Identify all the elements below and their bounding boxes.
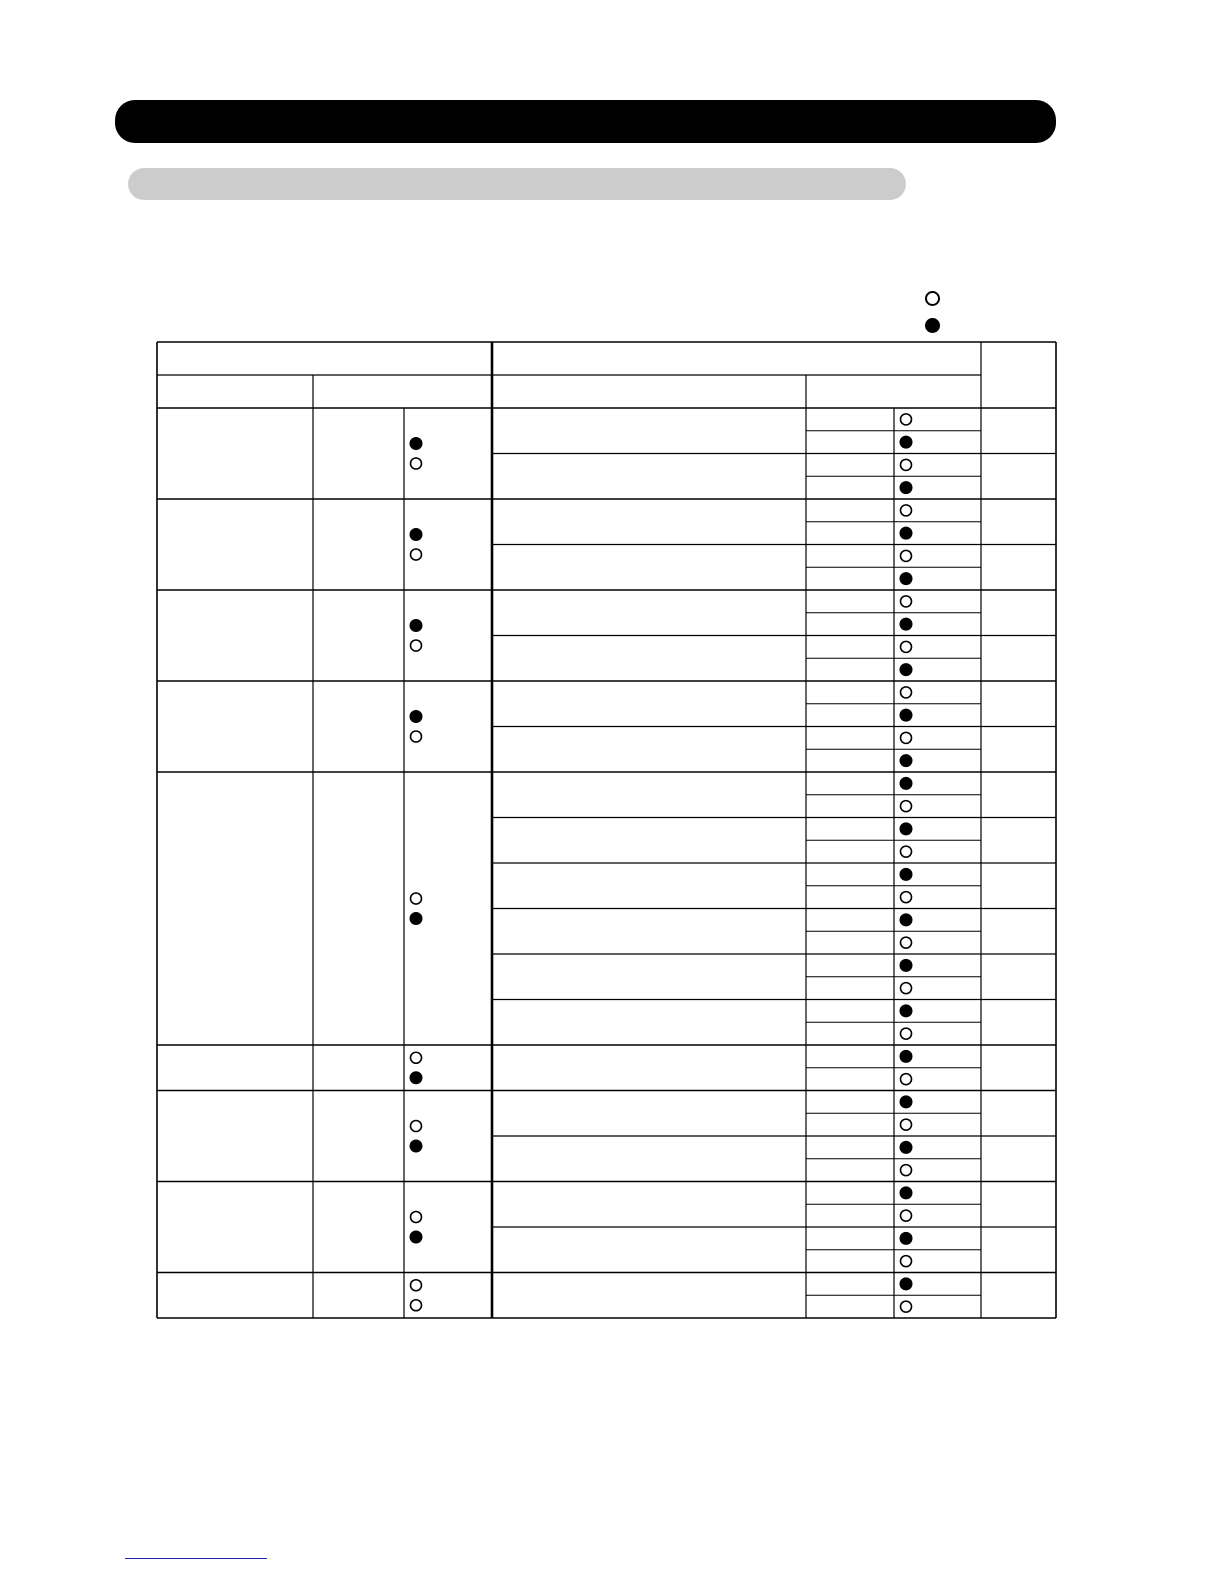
filled-circle-icon [410, 620, 422, 632]
filled-circle-icon [900, 1278, 912, 1290]
filled-circle-icon [900, 664, 912, 676]
filled-circle-icon [900, 868, 912, 880]
filled-circle-icon [900, 755, 912, 767]
open-circle-icon [901, 505, 912, 516]
open-circle-icon [901, 1165, 912, 1176]
filled-circle-icon [900, 1232, 912, 1244]
filled-circle-icon [410, 1231, 422, 1243]
filled-circle-icon [900, 1141, 912, 1153]
footer-rule [125, 1558, 267, 1559]
filled-circle-icon [900, 482, 912, 494]
open-circle-icon [901, 414, 912, 425]
open-circle-icon [901, 732, 912, 743]
open-circle-icon [411, 1052, 422, 1063]
filled-circle-icon [900, 436, 912, 448]
open-circle-icon [411, 1212, 422, 1223]
open-circle-icon [901, 1256, 912, 1267]
open-circle-icon [901, 550, 912, 561]
filled-circle-icon [410, 711, 422, 723]
filled-circle-icon [900, 1096, 912, 1108]
open-circle-icon [901, 892, 912, 903]
filled-circle-icon [900, 959, 912, 971]
filled-circle-icon [900, 618, 912, 630]
filled-circle-icon [900, 1050, 912, 1062]
open-circle-icon [901, 596, 912, 607]
open-circle-icon [411, 893, 422, 904]
open-circle-icon [901, 937, 912, 948]
open-circle-icon [411, 1280, 422, 1291]
open-circle-icon [901, 687, 912, 698]
filled-circle-icon [900, 709, 912, 721]
open-circle-icon [901, 801, 912, 812]
open-circle-icon [901, 1210, 912, 1221]
open-circle-icon [411, 1300, 422, 1311]
filled-circle-icon [410, 1072, 422, 1084]
filled-circle-icon [900, 823, 912, 835]
open-circle-icon [411, 640, 422, 651]
table-grid [157, 342, 1056, 1318]
filled-circle-icon [900, 777, 912, 789]
filled-circle-icon [410, 529, 422, 541]
open-circle-icon [901, 459, 912, 470]
open-circle-icon [901, 1301, 912, 1312]
filled-circle-icon [410, 913, 422, 925]
filled-circle-icon [900, 914, 912, 926]
open-circle-icon [411, 1121, 422, 1132]
open-circle-icon [901, 641, 912, 652]
open-circle-icon [901, 983, 912, 994]
filled-circle-icon [410, 438, 422, 450]
open-circle-icon [901, 1028, 912, 1039]
filled-circle-icon [410, 1140, 422, 1152]
open-circle-icon [901, 1074, 912, 1085]
open-circle-icon [901, 1119, 912, 1130]
filled-circle-icon [900, 1187, 912, 1199]
filled-circle-icon [900, 573, 912, 585]
open-circle-icon [411, 731, 422, 742]
open-circle-icon [901, 846, 912, 857]
filled-circle-icon [900, 1005, 912, 1017]
open-circle-icon [411, 458, 422, 469]
filled-circle-icon [900, 527, 912, 539]
open-circle-icon [411, 549, 422, 560]
